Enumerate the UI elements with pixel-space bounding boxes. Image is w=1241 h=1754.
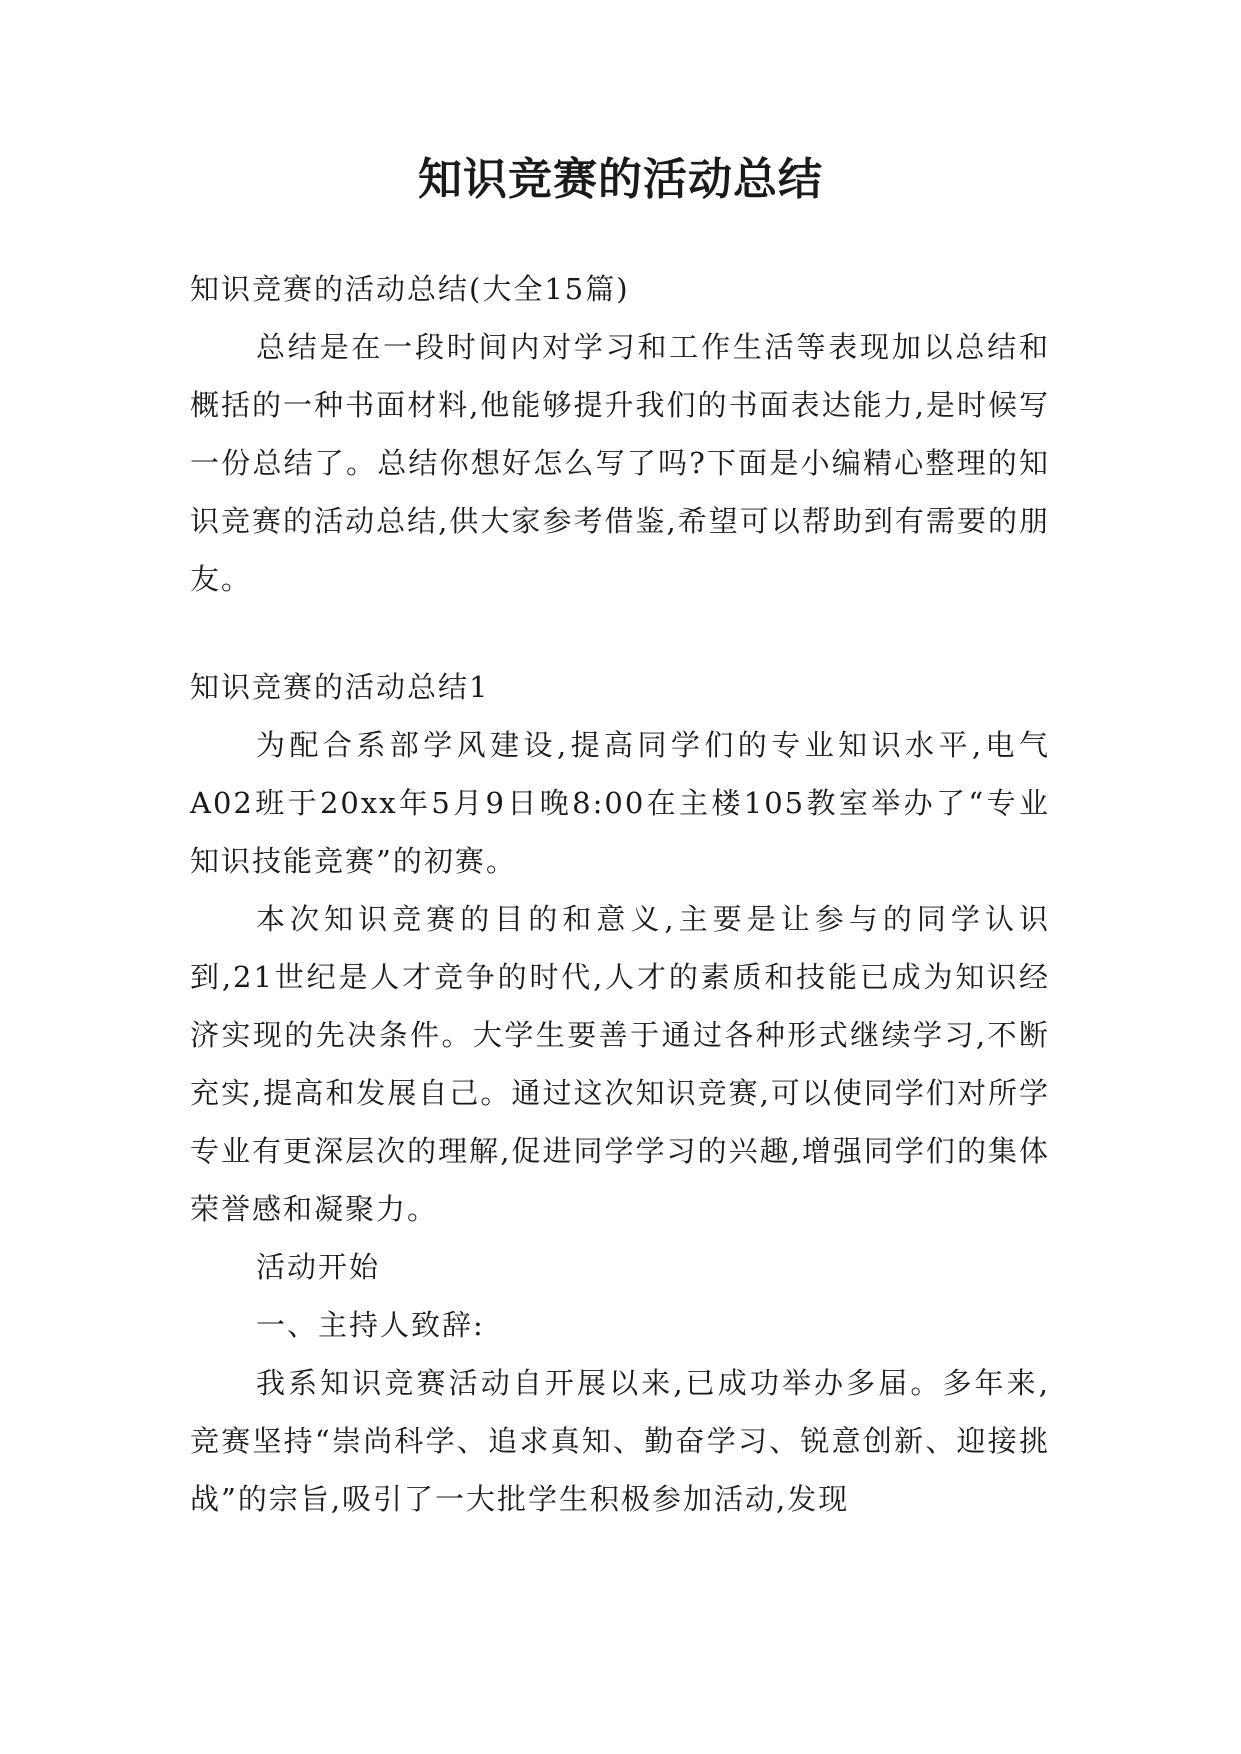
body-paragraph: 活动开始: [256, 1250, 381, 1284]
section-spacer: [190, 608, 1050, 658]
body-paragraph: 一、主持人致辞:: [256, 1308, 485, 1342]
document-subtitle: 知识竞赛的活动总结(大全15篇): [190, 272, 630, 306]
document-title: 知识竞赛的活动总结: [418, 154, 823, 205]
body-paragraph: 本次知识竞赛的目的和意义,主要是让参与的同学认识到,21世纪是人才竞争的时代,人才的素质和技能已成为知识经济实现的先决条件。大学生要善于通过各种形式继续学习,不断充实,提高和发展自己。通过这次知识竞赛,可以使同学们对所学专业有更深层次的理解,促进同学学习的兴趣,增强同学们的集体荣誉感和凝聚力。: [190, 902, 1050, 1226]
section-heading: 知识竞赛的活动总结1: [190, 670, 490, 704]
body-paragraph: 我系知识竞赛活动自开展以来,已成功举办多届。多年来,竞赛坚持“崇尚科学、追求真知、勤奋学习、锐意创新、迎接挑战”的宗旨,吸引了一大批学生积极参加活动,发现: [190, 1366, 1050, 1516]
intro-paragraph: 总结是在一段时间内对学习和工作生活等表现加以总结和概括的一种书面材料,他能够提升我们的书面表达能力,是时候写一份总结了。总结你想好怎么写了吗?下面是小编精心整理的知识竞赛的活动总结,供大家参考借鉴,希望可以帮助到有需要的朋友。: [190, 330, 1050, 596]
body-paragraph: 为配合系部学风建设,提高同学们的专业知识水平,电气A02班于20xx年5月9日晚8:00在主楼105教室举办了“专业知识技能竞赛”的初赛。: [190, 728, 1050, 878]
document-body: [190, 260, 1050, 1528]
